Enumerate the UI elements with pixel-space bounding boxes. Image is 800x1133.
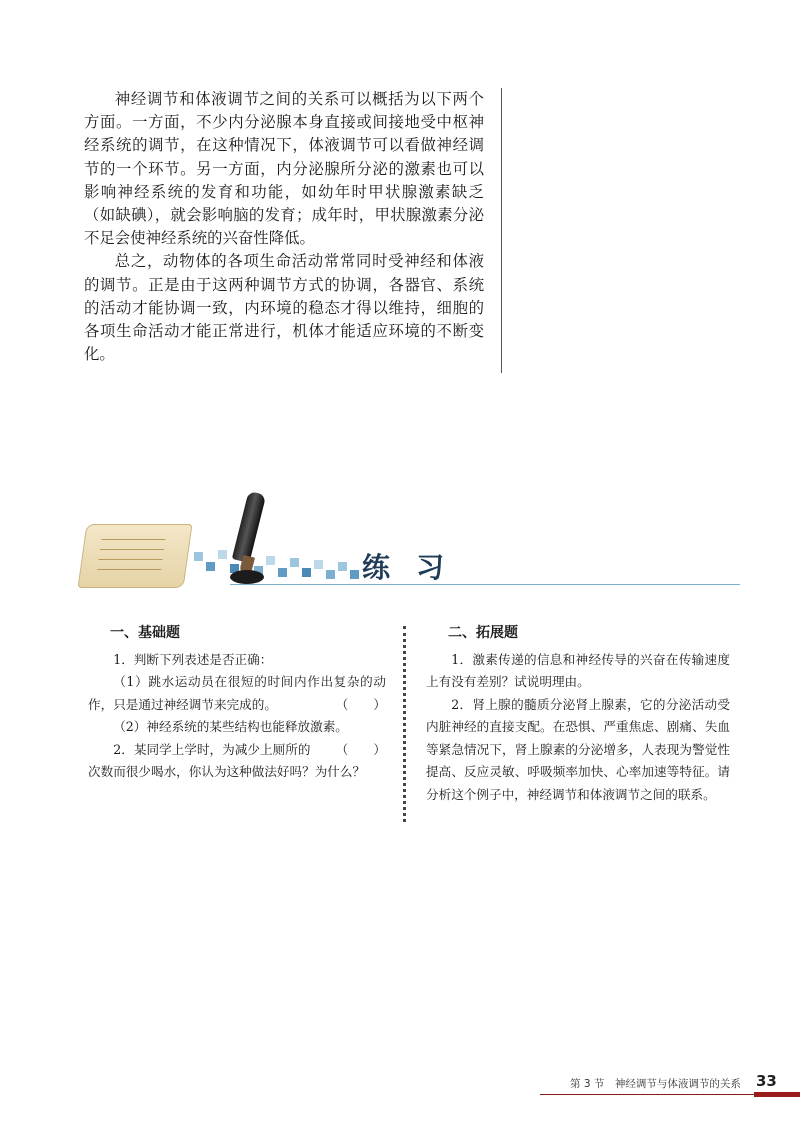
statement: （2）神经系统的某些结构也能释放激素。 xyxy=(113,719,348,734)
basic-questions xyxy=(88,622,386,784)
body-text xyxy=(84,88,484,366)
answer-parens: （ ） xyxy=(335,741,386,757)
banner-rule xyxy=(230,584,740,585)
column-divider xyxy=(403,626,406,822)
extended-questions xyxy=(426,622,730,806)
paragraph: 总之，动物体的各项生命活动常常同时受神经和体液的调节。正是由于这两种调节方式的协调，各器官、系统的活动才能协调一致，内环境的稳态才得以维持，细胞的各项生命活动才能正常进行，机体才能适应环境的不断变化。 xyxy=(84,252,484,364)
margin-rule xyxy=(501,88,502,373)
exercise-banner xyxy=(80,490,740,600)
page-number: 33 xyxy=(756,1072,777,1090)
extended-heading: 二、拓展题 xyxy=(448,625,518,641)
footer-section-title: 第 3 节 神经调节与体液调节的关系 xyxy=(570,1078,741,1090)
question xyxy=(88,671,386,716)
statement: （1）跳水运动员在很短的时间内作出复杂的动作，只是通过神经调节来完成的。 xyxy=(88,674,386,712)
question: 2．某同学上学时，为减少上厕所的次数而很少喝水，你认为这种做法好吗？为什么？ xyxy=(88,741,366,779)
question: 1．判断下列表述是否正确： xyxy=(113,651,273,667)
question: 1．激素传递的信息和神经传导的兴奋在传输速度上有没有差别？试说明理由。 xyxy=(426,651,730,689)
inkstone-icon xyxy=(230,570,264,584)
answer-parens: （ ） xyxy=(335,696,386,712)
mosaic-decoration xyxy=(192,548,362,580)
paragraph: 神经调节和体液调节之间的关系可以概括为以下两个方面。一方面，不少内分泌腺本身直接或间接地受中枢神经系统的调节，在这种情况下，体液调节可以看做神经调节的一个环节。另一方面，内分泌腺所分泌的激素也可以影响神经系统的发育和功能，如幼年时甲状腺激素缺乏（如缺碘），就会影响脑的发育；成年时，甲状腺激素分泌不足会使神经系统的兴奋性降低。 xyxy=(84,90,484,248)
question xyxy=(88,716,386,757)
footer-bar xyxy=(754,1092,800,1097)
scroll-icon xyxy=(78,524,193,588)
question: 2．肾上腺的髓质分泌肾上腺素，它的分泌活动受内脏神经的直接支配。在恐惧、严重焦虑、剧痛、失血等紧急情况下，肾上腺素的分泌增多，人表现为警觉性提高、反应灵敏、呼吸频率加快、心率加速等特征。请分析这个例子中，神经调节和体液调节之间的联系。 xyxy=(426,696,730,802)
exercise-title: 练习 xyxy=(362,551,471,584)
basic-heading: 一、基础题 xyxy=(110,625,180,641)
